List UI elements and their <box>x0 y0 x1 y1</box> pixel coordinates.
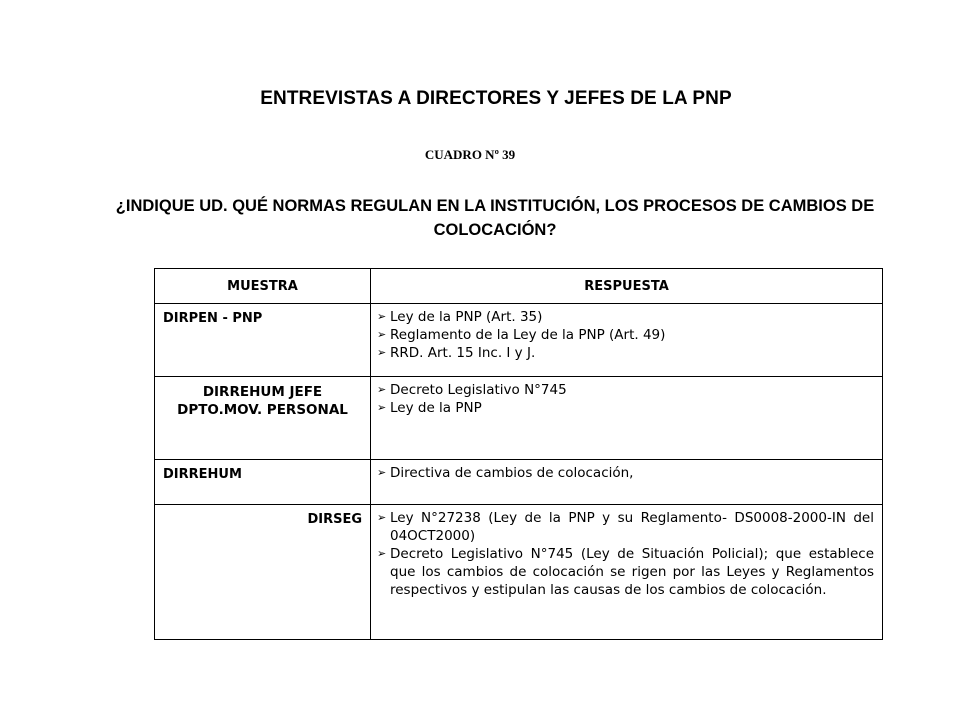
table-header-row <box>155 269 883 304</box>
response-item: ➢ Ley de la PNP <box>377 400 482 416</box>
survey-question: ¿INDIQUE UD. QUÉ NORMAS REGULAN EN LA INSTITUCIÓN, LOS PROCESOS DE CAMBIOS DE COLOCACIÓN? <box>115 197 875 239</box>
response-item: ➢ Ley de la PNP (Art. 35) <box>377 309 543 325</box>
table-caption: CUADRO Nº 39 <box>424 147 516 162</box>
arrowhead-bullet-icon: ➢ <box>377 401 387 414</box>
response-item: ➢ Directiva de cambios de colocación, <box>377 465 634 481</box>
column-header-muestra: MUESTRA <box>155 269 371 304</box>
arrowhead-bullet-icon: ➢ <box>377 310 387 323</box>
arrowhead-bullet-icon: ➢ <box>377 547 387 560</box>
column-header-respuesta: RESPUESTA <box>371 269 883 304</box>
table-row <box>155 505 883 640</box>
table-row <box>155 377 883 460</box>
sample-cell: DIRREHUM JEFE DPTO.MOV. PERSONAL <box>155 377 371 460</box>
arrowhead-bullet-icon: ➢ <box>377 346 387 359</box>
interview-table <box>154 268 883 640</box>
sample-cell: DIRREHUM <box>155 460 371 505</box>
response-cell <box>371 460 883 505</box>
arrowhead-bullet-icon: ➢ <box>377 383 387 396</box>
response-item: ➢ Reglamento de la Ley de la PNP (Art. 49) <box>377 327 666 343</box>
response-item: ➢ Ley N°27238 (Ley de la PNP y su Reglamento- DS0008-2000-IN del 04OCT2000) <box>377 510 874 544</box>
arrowhead-bullet-icon: ➢ <box>377 466 387 479</box>
response-item: ➢ Decreto Legislativo N°745 <box>377 382 567 398</box>
document-title: ENTREVISTAS A DIRECTORES Y JEFES DE LA PNP <box>260 88 732 109</box>
response-cell <box>371 377 883 460</box>
table-row <box>155 460 883 505</box>
sample-cell: DIRSEG <box>155 505 371 640</box>
response-cell <box>371 505 883 640</box>
sample-cell: DIRPEN - PNP <box>155 304 371 377</box>
arrowhead-bullet-icon: ➢ <box>377 328 387 341</box>
table-row <box>155 304 883 377</box>
response-item: ➢ Decreto Legislativo N°745 (Ley de Situación Policial); que establece que los cambios de colocación se rigen por las Leyes y Reglamentos respectivos y estipulan las causas de los cambios de colocación. <box>377 546 874 598</box>
response-cell <box>371 304 883 377</box>
arrowhead-bullet-icon: ➢ <box>377 511 387 524</box>
response-item: ➢ RRD. Art. 15 Inc. I y J. <box>377 345 536 361</box>
